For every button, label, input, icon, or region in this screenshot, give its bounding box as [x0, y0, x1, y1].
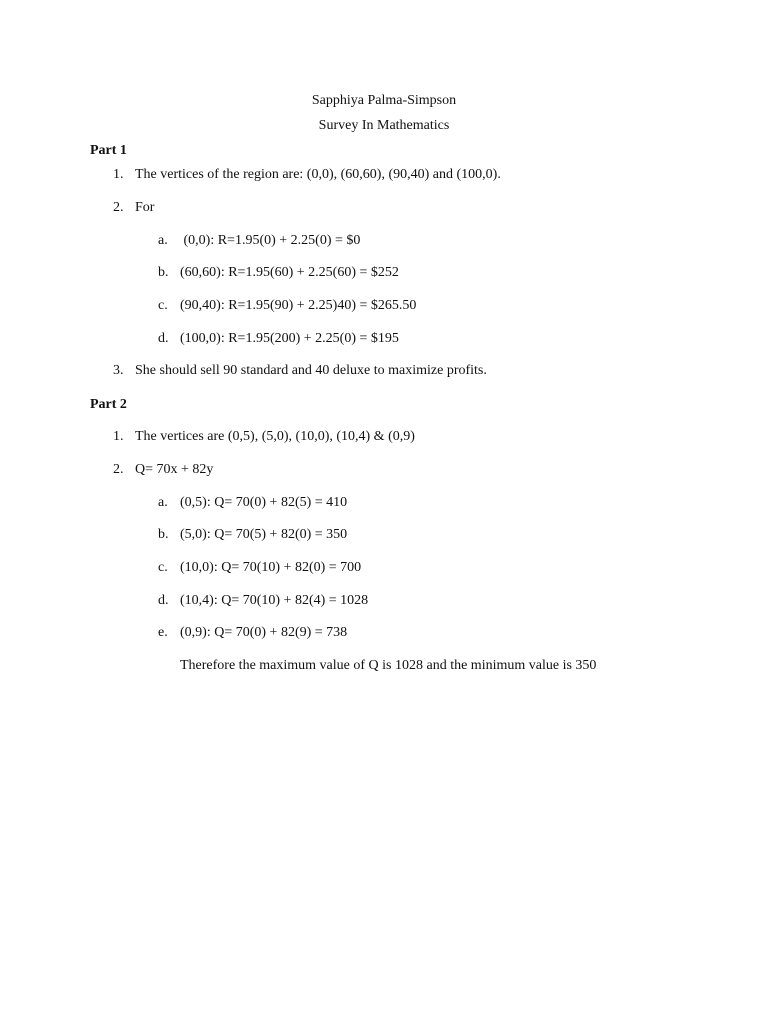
- sub-list-marker: c.: [158, 298, 168, 313]
- list-item-text: Q= 70x + 82y: [135, 462, 214, 477]
- list-item-text: The vertices are (0,5), (5,0), (10,0), (10,4) & (0,9): [135, 429, 415, 444]
- list-marker: 2.: [113, 200, 124, 215]
- list-marker: 2.: [113, 462, 124, 477]
- course-title: Survey In Mathematics: [318, 118, 450, 133]
- list-item-text: For: [135, 200, 155, 215]
- sub-list-marker: e.: [158, 625, 168, 640]
- list-item-text: The vertices of the region are: (0,0), (60,60), (90,40) and (100,0).: [135, 167, 501, 182]
- part2-heading: Part 2: [90, 397, 127, 412]
- sub-list-marker: c.: [158, 560, 168, 575]
- sub-list-marker: d.: [158, 593, 169, 608]
- sub-list-item-text: (100,0): R=1.95(200) + 2.25(0) = $195: [180, 331, 399, 346]
- sub-list-item-text: (60,60): R=1.95(60) + 2.25(60) = $252: [180, 265, 399, 280]
- sub-list-marker: a.: [158, 495, 168, 510]
- list-marker: 3.: [113, 363, 124, 378]
- sub-list-item-text: (90,40): R=1.95(90) + 2.25)40) = $265.50: [180, 298, 417, 313]
- sub-list-marker: b.: [158, 527, 169, 542]
- sub-list-item-text: (0,5): Q= 70(0) + 82(5) = 410: [180, 495, 348, 510]
- sub-list-item-text: (0,0): R=1.95(0) + 2.25(0) = $0: [180, 233, 361, 248]
- list-item-text: She should sell 90 standard and 40 deluxe to maximize profits.: [135, 363, 487, 378]
- list-marker: 1.: [113, 429, 124, 444]
- sub-list-item-text: (5,0): Q= 70(5) + 82(0) = 350: [180, 527, 348, 542]
- sub-list-marker: a.: [158, 233, 168, 248]
- sub-list-item-text: (10,4): Q= 70(10) + 82(4) = 1028: [180, 593, 369, 608]
- sub-list-item-text: (10,0): Q= 70(10) + 82(0) = 700: [180, 560, 362, 575]
- sub-list-marker: d.: [158, 331, 169, 346]
- sub-list-marker: b.: [158, 265, 169, 280]
- part1-heading: Part 1: [90, 143, 127, 158]
- list-marker: 1.: [113, 167, 124, 182]
- author-name: Sapphiya Palma-Simpson: [311, 93, 457, 108]
- conclusion-text: Therefore the maximum value of Q is 1028 and the minimum value is 350: [180, 658, 597, 673]
- sub-list-item-text: (0,9): Q= 70(0) + 82(9) = 738: [180, 625, 348, 640]
